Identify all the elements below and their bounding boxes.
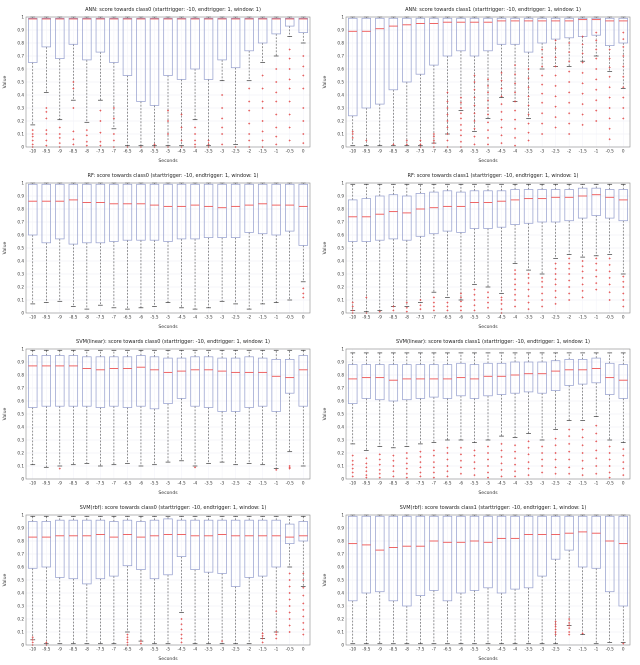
svg-text:-3: -3 xyxy=(540,646,545,652)
svg-text:0.4: 0.4 xyxy=(17,424,24,430)
svg-text:-4.5: -4.5 xyxy=(497,148,506,154)
svg-text:0.1: 0.1 xyxy=(17,297,24,303)
svg-text:-9: -9 xyxy=(57,646,62,652)
svg-text:-1: -1 xyxy=(274,314,279,320)
svg-text:0: 0 xyxy=(621,148,625,154)
svg-text:0: 0 xyxy=(21,144,24,150)
svg-text:0.6: 0.6 xyxy=(337,66,344,72)
svg-text:0: 0 xyxy=(621,314,625,320)
svg-text:-2: -2 xyxy=(247,646,252,652)
svg-text:-6: -6 xyxy=(458,646,464,652)
svg-text:0.2: 0.2 xyxy=(337,118,344,124)
svg-text:-9: -9 xyxy=(377,148,382,154)
subplot-title: RF: score towards class0 (starttrigger: -10, endtrigger: 1, window: 1) xyxy=(87,173,259,179)
subplot-title: SVM(rbf): score towards class0 (starttrigger: -10, endtrigger: 1, window: 1) xyxy=(79,505,267,511)
svg-text:0.1: 0.1 xyxy=(17,463,24,469)
svg-text:-9.5: -9.5 xyxy=(42,646,51,652)
svg-text:-2.5: -2.5 xyxy=(551,314,560,320)
svg-text:-5.5: -5.5 xyxy=(470,148,479,154)
svg-text:-5.5: -5.5 xyxy=(470,646,479,652)
subplot-rf-class0 xyxy=(0,167,320,333)
svg-text:0: 0 xyxy=(301,480,305,486)
svg-text:-2: -2 xyxy=(247,148,252,154)
svg-text:Value: Value xyxy=(323,407,328,421)
svg-text:-4: -4 xyxy=(512,646,518,652)
subplot-title: SVM(linear): score towards class0 (starttrigger: -10, endtrigger: 1, window: 1) xyxy=(76,339,270,345)
svg-text:0: 0 xyxy=(21,642,24,648)
svg-text:-1.5: -1.5 xyxy=(578,148,587,154)
svg-text:-8: -8 xyxy=(404,314,409,320)
svg-text:Seconds: Seconds xyxy=(158,325,178,330)
svg-text:-1.5: -1.5 xyxy=(578,480,587,486)
svg-text:0.1: 0.1 xyxy=(17,629,24,635)
svg-text:-2: -2 xyxy=(247,480,252,486)
boxplot-canvas xyxy=(320,512,636,662)
svg-text:-8.5: -8.5 xyxy=(69,314,78,320)
boxplot-canvas xyxy=(0,180,316,330)
svg-text:0.2: 0.2 xyxy=(17,284,24,290)
svg-text:-3.5: -3.5 xyxy=(204,148,213,154)
svg-text:1: 1 xyxy=(21,14,24,20)
svg-text:-6: -6 xyxy=(138,148,144,154)
svg-text:-1.5: -1.5 xyxy=(258,646,267,652)
svg-text:-10: -10 xyxy=(349,646,357,652)
svg-text:-7: -7 xyxy=(111,480,116,486)
svg-text:-6.5: -6.5 xyxy=(443,480,452,486)
svg-text:0.3: 0.3 xyxy=(337,105,344,111)
svg-text:-10: -10 xyxy=(29,148,37,154)
svg-text:Value: Value xyxy=(323,75,328,89)
svg-text:0.8: 0.8 xyxy=(17,538,24,544)
svg-text:0.7: 0.7 xyxy=(337,53,344,59)
svg-text:-7.5: -7.5 xyxy=(416,480,425,486)
svg-text:-4.5: -4.5 xyxy=(497,314,506,320)
svg-text:-3.5: -3.5 xyxy=(204,480,213,486)
svg-text:-3.5: -3.5 xyxy=(204,646,213,652)
svg-text:-1.5: -1.5 xyxy=(258,314,267,320)
svg-text:-3: -3 xyxy=(220,646,225,652)
svg-text:-9.5: -9.5 xyxy=(362,314,371,320)
svg-text:-9: -9 xyxy=(57,148,62,154)
svg-text:0.9: 0.9 xyxy=(337,193,344,199)
subplot-ann-class1 xyxy=(320,1,640,167)
boxplot-canvas xyxy=(320,346,636,496)
svg-text:-4.5: -4.5 xyxy=(177,314,186,320)
svg-text:-5.5: -5.5 xyxy=(150,646,159,652)
svg-text:-6.5: -6.5 xyxy=(123,646,132,652)
svg-text:-9.5: -9.5 xyxy=(42,480,51,486)
svg-text:0.5: 0.5 xyxy=(17,577,24,583)
svg-text:Value: Value xyxy=(3,407,8,421)
svg-text:Seconds: Seconds xyxy=(158,491,178,496)
svg-text:0: 0 xyxy=(341,310,344,316)
svg-text:0.1: 0.1 xyxy=(337,629,344,635)
svg-text:-8: -8 xyxy=(84,646,89,652)
svg-text:-2.5: -2.5 xyxy=(231,646,240,652)
svg-text:0: 0 xyxy=(341,144,344,150)
svg-text:1: 1 xyxy=(341,180,344,186)
svg-text:0.9: 0.9 xyxy=(17,27,24,33)
svg-text:-6.5: -6.5 xyxy=(123,314,132,320)
svg-text:-6: -6 xyxy=(138,646,144,652)
svg-text:-10: -10 xyxy=(349,314,357,320)
subplot-title: ANN: score towards class1 (starttrigger: -10, endtrigger: 1, window: 1) xyxy=(405,7,581,13)
svg-text:-6: -6 xyxy=(458,314,464,320)
svg-text:-3.5: -3.5 xyxy=(524,646,533,652)
svg-text:-6.5: -6.5 xyxy=(443,646,452,652)
svg-text:-7: -7 xyxy=(111,314,116,320)
svg-text:-4.5: -4.5 xyxy=(177,480,186,486)
svg-text:0.3: 0.3 xyxy=(337,271,344,277)
svg-text:0.2: 0.2 xyxy=(337,616,344,622)
svg-text:-5: -5 xyxy=(485,646,491,652)
svg-text:-5: -5 xyxy=(485,314,491,320)
svg-text:-1: -1 xyxy=(594,646,599,652)
svg-text:0.2: 0.2 xyxy=(17,616,24,622)
svg-text:0.6: 0.6 xyxy=(337,564,344,570)
svg-text:0.1: 0.1 xyxy=(337,297,344,303)
svg-text:-0.5: -0.5 xyxy=(605,148,614,154)
svg-text:-1.5: -1.5 xyxy=(578,646,587,652)
svg-text:0.4: 0.4 xyxy=(337,424,344,430)
svg-text:-3.5: -3.5 xyxy=(524,480,533,486)
svg-text:-7: -7 xyxy=(111,148,116,154)
svg-text:-6.5: -6.5 xyxy=(123,148,132,154)
svg-text:-1.5: -1.5 xyxy=(258,148,267,154)
svg-text:-4.5: -4.5 xyxy=(497,646,506,652)
svg-text:0.7: 0.7 xyxy=(337,219,344,225)
svg-text:-8.5: -8.5 xyxy=(389,314,398,320)
svg-text:0.8: 0.8 xyxy=(337,206,344,212)
svg-text:-5.5: -5.5 xyxy=(150,480,159,486)
svg-text:0.1: 0.1 xyxy=(17,131,24,137)
svg-text:0: 0 xyxy=(341,642,344,648)
svg-text:-10: -10 xyxy=(349,148,357,154)
svg-text:0.8: 0.8 xyxy=(17,372,24,378)
svg-text:-2: -2 xyxy=(247,314,252,320)
svg-text:0.9: 0.9 xyxy=(337,359,344,365)
svg-text:Seconds: Seconds xyxy=(478,325,498,330)
svg-text:-3: -3 xyxy=(220,148,225,154)
svg-text:-9: -9 xyxy=(377,646,382,652)
svg-text:0.9: 0.9 xyxy=(17,525,24,531)
svg-text:0.9: 0.9 xyxy=(17,193,24,199)
svg-text:-8: -8 xyxy=(404,480,409,486)
svg-text:-7: -7 xyxy=(431,646,436,652)
svg-text:0.5: 0.5 xyxy=(337,245,344,251)
boxplot-canvas xyxy=(0,512,316,662)
svg-text:0.5: 0.5 xyxy=(337,577,344,583)
svg-text:-5: -5 xyxy=(485,148,491,154)
svg-text:-7.5: -7.5 xyxy=(96,646,105,652)
svg-text:0.4: 0.4 xyxy=(337,258,344,264)
svg-text:0: 0 xyxy=(301,646,305,652)
svg-text:0.7: 0.7 xyxy=(17,551,24,557)
svg-text:0.3: 0.3 xyxy=(17,271,24,277)
subplot-title: SVM(rbf): score towards class1 (starttrigger: -10, endtrigger: 1, window: 1) xyxy=(399,505,587,511)
svg-text:-6: -6 xyxy=(458,480,464,486)
svg-text:0.4: 0.4 xyxy=(17,258,24,264)
subplot-rf-class1 xyxy=(320,167,640,333)
svg-text:-6.5: -6.5 xyxy=(123,480,132,486)
svg-text:-5: -5 xyxy=(485,480,491,486)
svg-text:-8.5: -8.5 xyxy=(389,480,398,486)
svg-text:0: 0 xyxy=(21,310,24,316)
svg-text:Value: Value xyxy=(323,573,328,587)
svg-text:0.9: 0.9 xyxy=(337,27,344,33)
svg-text:0.2: 0.2 xyxy=(337,284,344,290)
svg-text:-7: -7 xyxy=(431,148,436,154)
svg-text:0.4: 0.4 xyxy=(17,92,24,98)
svg-text:-9: -9 xyxy=(377,314,382,320)
svg-text:0.6: 0.6 xyxy=(337,398,344,404)
svg-text:-2.5: -2.5 xyxy=(551,646,560,652)
svg-text:0.7: 0.7 xyxy=(17,219,24,225)
svg-text:-0.5: -0.5 xyxy=(285,480,294,486)
svg-text:-0.5: -0.5 xyxy=(605,314,614,320)
svg-text:0.6: 0.6 xyxy=(17,232,24,238)
svg-text:0.1: 0.1 xyxy=(337,463,344,469)
svg-text:-2: -2 xyxy=(567,480,572,486)
svg-text:-9: -9 xyxy=(57,480,62,486)
svg-text:-7: -7 xyxy=(431,314,436,320)
svg-text:-1: -1 xyxy=(594,314,599,320)
svg-text:1: 1 xyxy=(341,14,344,20)
svg-text:-2.5: -2.5 xyxy=(551,148,560,154)
svg-text:0.7: 0.7 xyxy=(17,385,24,391)
boxplot-canvas xyxy=(320,180,636,330)
svg-text:-8.5: -8.5 xyxy=(389,646,398,652)
svg-text:-8.5: -8.5 xyxy=(69,646,78,652)
svg-text:0.3: 0.3 xyxy=(337,603,344,609)
svg-text:-6: -6 xyxy=(458,148,464,154)
svg-text:-1: -1 xyxy=(274,480,279,486)
svg-text:0: 0 xyxy=(21,476,24,482)
svg-text:-6: -6 xyxy=(138,480,144,486)
svg-text:-5.5: -5.5 xyxy=(150,314,159,320)
svg-text:-3.5: -3.5 xyxy=(524,314,533,320)
svg-text:0.7: 0.7 xyxy=(337,551,344,557)
svg-text:-7.5: -7.5 xyxy=(96,148,105,154)
svg-text:-3: -3 xyxy=(220,480,225,486)
svg-text:0: 0 xyxy=(341,476,344,482)
svg-text:-10: -10 xyxy=(29,646,37,652)
svg-text:-9.5: -9.5 xyxy=(362,480,371,486)
svg-text:Seconds: Seconds xyxy=(158,159,178,164)
subplot-title: SVM(linear): score towards class1 (starttrigger: -10, endtrigger: 1, window: 1) xyxy=(396,339,590,345)
svg-text:Seconds: Seconds xyxy=(478,657,498,662)
svg-text:-8: -8 xyxy=(404,646,409,652)
svg-text:-3.5: -3.5 xyxy=(524,148,533,154)
svg-text:-3: -3 xyxy=(540,480,545,486)
svg-text:0: 0 xyxy=(301,148,305,154)
svg-text:-0.5: -0.5 xyxy=(285,646,294,652)
svg-text:-3: -3 xyxy=(220,314,225,320)
svg-text:-1: -1 xyxy=(274,646,279,652)
svg-text:-10: -10 xyxy=(349,480,357,486)
svg-text:-9.5: -9.5 xyxy=(42,148,51,154)
svg-text:-5: -5 xyxy=(165,148,171,154)
svg-text:-3: -3 xyxy=(540,314,545,320)
boxplot-canvas xyxy=(320,14,636,164)
svg-text:1: 1 xyxy=(341,512,344,518)
svg-text:-1: -1 xyxy=(594,480,599,486)
svg-text:Value: Value xyxy=(323,241,328,255)
svg-text:Seconds: Seconds xyxy=(158,657,178,662)
svg-text:-2.5: -2.5 xyxy=(231,148,240,154)
subplot-ann-class0 xyxy=(0,1,320,167)
svg-text:-8: -8 xyxy=(404,148,409,154)
svg-text:-3: -3 xyxy=(540,148,545,154)
svg-text:0.3: 0.3 xyxy=(337,437,344,443)
svg-text:-5: -5 xyxy=(165,646,171,652)
svg-text:-2: -2 xyxy=(567,314,572,320)
svg-text:0.2: 0.2 xyxy=(17,450,24,456)
svg-text:-1.5: -1.5 xyxy=(578,314,587,320)
svg-text:-1: -1 xyxy=(274,148,279,154)
svg-text:0.4: 0.4 xyxy=(337,590,344,596)
svg-text:-9.5: -9.5 xyxy=(42,314,51,320)
svg-text:0.3: 0.3 xyxy=(17,603,24,609)
svg-text:-9: -9 xyxy=(377,480,382,486)
svg-text:0.8: 0.8 xyxy=(17,206,24,212)
svg-text:Value: Value xyxy=(3,573,8,587)
svg-text:0: 0 xyxy=(621,646,625,652)
svg-text:0: 0 xyxy=(621,480,625,486)
svg-text:0.6: 0.6 xyxy=(17,564,24,570)
svg-text:-4: -4 xyxy=(192,480,198,486)
subplot-title: ANN: score towards class0 (starttrigger: -10, endtrigger: 1, window: 1) xyxy=(85,7,261,13)
svg-text:0.8: 0.8 xyxy=(17,40,24,46)
svg-text:0.5: 0.5 xyxy=(337,79,344,85)
svg-text:0.8: 0.8 xyxy=(337,40,344,46)
svg-text:-4: -4 xyxy=(192,646,198,652)
svg-text:-7.5: -7.5 xyxy=(416,148,425,154)
svg-text:-4: -4 xyxy=(192,148,198,154)
svg-text:0.4: 0.4 xyxy=(337,92,344,98)
svg-text:-7.5: -7.5 xyxy=(96,314,105,320)
svg-text:-8: -8 xyxy=(84,314,89,320)
svg-text:-8.5: -8.5 xyxy=(69,480,78,486)
svg-text:-2.5: -2.5 xyxy=(231,314,240,320)
svg-text:0.5: 0.5 xyxy=(337,411,344,417)
svg-text:-0.5: -0.5 xyxy=(285,148,294,154)
svg-text:-8: -8 xyxy=(84,148,89,154)
svg-text:-8: -8 xyxy=(84,480,89,486)
svg-text:0.9: 0.9 xyxy=(337,525,344,531)
svg-text:-8.5: -8.5 xyxy=(69,148,78,154)
svg-text:-4: -4 xyxy=(512,314,518,320)
subplot-svmlinear-class0 xyxy=(0,333,320,499)
svg-text:1: 1 xyxy=(341,346,344,352)
svg-text:-8.5: -8.5 xyxy=(389,148,398,154)
svg-text:-2.5: -2.5 xyxy=(551,480,560,486)
svg-text:Seconds: Seconds xyxy=(478,491,498,496)
boxplot-canvas xyxy=(0,14,316,164)
svg-text:-5.5: -5.5 xyxy=(470,480,479,486)
svg-text:0.6: 0.6 xyxy=(17,398,24,404)
svg-text:0.5: 0.5 xyxy=(17,411,24,417)
svg-text:0.1: 0.1 xyxy=(337,131,344,137)
svg-text:0.2: 0.2 xyxy=(337,450,344,456)
svg-text:-4.5: -4.5 xyxy=(177,646,186,652)
svg-text:-7.5: -7.5 xyxy=(96,480,105,486)
svg-text:-4: -4 xyxy=(512,148,518,154)
svg-text:-7: -7 xyxy=(431,480,436,486)
svg-text:-6.5: -6.5 xyxy=(443,148,452,154)
svg-text:-2: -2 xyxy=(567,148,572,154)
svg-text:-2: -2 xyxy=(567,646,572,652)
svg-text:-5: -5 xyxy=(165,480,171,486)
svg-text:-4.5: -4.5 xyxy=(177,148,186,154)
svg-text:0.3: 0.3 xyxy=(17,437,24,443)
svg-text:-5.5: -5.5 xyxy=(150,148,159,154)
svg-text:0.6: 0.6 xyxy=(17,66,24,72)
svg-text:Value: Value xyxy=(3,75,8,89)
svg-text:0.3: 0.3 xyxy=(17,105,24,111)
svg-text:1: 1 xyxy=(21,180,24,186)
svg-text:0.4: 0.4 xyxy=(17,590,24,596)
svg-text:Seconds: Seconds xyxy=(478,159,498,164)
svg-text:-4.5: -4.5 xyxy=(497,480,506,486)
svg-text:-4: -4 xyxy=(192,314,198,320)
svg-text:Value: Value xyxy=(3,241,8,255)
svg-text:-9.5: -9.5 xyxy=(362,646,371,652)
boxplot-canvas xyxy=(0,346,316,496)
svg-text:-1.5: -1.5 xyxy=(258,480,267,486)
subplot-title: RF: score towards class1 (starttrigger: -10, endtrigger: 1, window: 1) xyxy=(407,173,579,179)
svg-text:-7.5: -7.5 xyxy=(416,314,425,320)
svg-text:-7: -7 xyxy=(111,646,116,652)
svg-text:0.7: 0.7 xyxy=(337,385,344,391)
svg-text:-5: -5 xyxy=(165,314,171,320)
svg-text:-6: -6 xyxy=(138,314,144,320)
subplot-svmrbf-class1 xyxy=(320,499,640,665)
svg-text:0.8: 0.8 xyxy=(337,538,344,544)
svg-text:0.5: 0.5 xyxy=(17,245,24,251)
svg-text:-1: -1 xyxy=(594,148,599,154)
svg-text:0.6: 0.6 xyxy=(337,232,344,238)
svg-text:1: 1 xyxy=(21,512,24,518)
svg-text:0.8: 0.8 xyxy=(337,372,344,378)
svg-text:-10: -10 xyxy=(29,480,37,486)
svg-text:-5.5: -5.5 xyxy=(470,314,479,320)
svg-text:-2.5: -2.5 xyxy=(231,480,240,486)
svg-text:1: 1 xyxy=(21,346,24,352)
svg-text:-10: -10 xyxy=(29,314,37,320)
svg-text:-0.5: -0.5 xyxy=(285,314,294,320)
svg-text:0.2: 0.2 xyxy=(17,118,24,124)
subplot-svmlinear-class1 xyxy=(320,333,640,499)
svg-text:0.7: 0.7 xyxy=(17,53,24,59)
svg-text:-9: -9 xyxy=(57,314,62,320)
svg-text:-0.5: -0.5 xyxy=(605,646,614,652)
svg-text:-3.5: -3.5 xyxy=(204,314,213,320)
svg-text:0.9: 0.9 xyxy=(17,359,24,365)
svg-text:-4: -4 xyxy=(512,480,518,486)
svg-text:-9.5: -9.5 xyxy=(362,148,371,154)
svg-text:-7.5: -7.5 xyxy=(416,646,425,652)
svg-text:-0.5: -0.5 xyxy=(605,480,614,486)
svg-text:-6.5: -6.5 xyxy=(443,314,452,320)
svg-text:0.5: 0.5 xyxy=(17,79,24,85)
subplot-svmrbf-class0 xyxy=(0,499,320,665)
svg-text:0: 0 xyxy=(301,314,305,320)
